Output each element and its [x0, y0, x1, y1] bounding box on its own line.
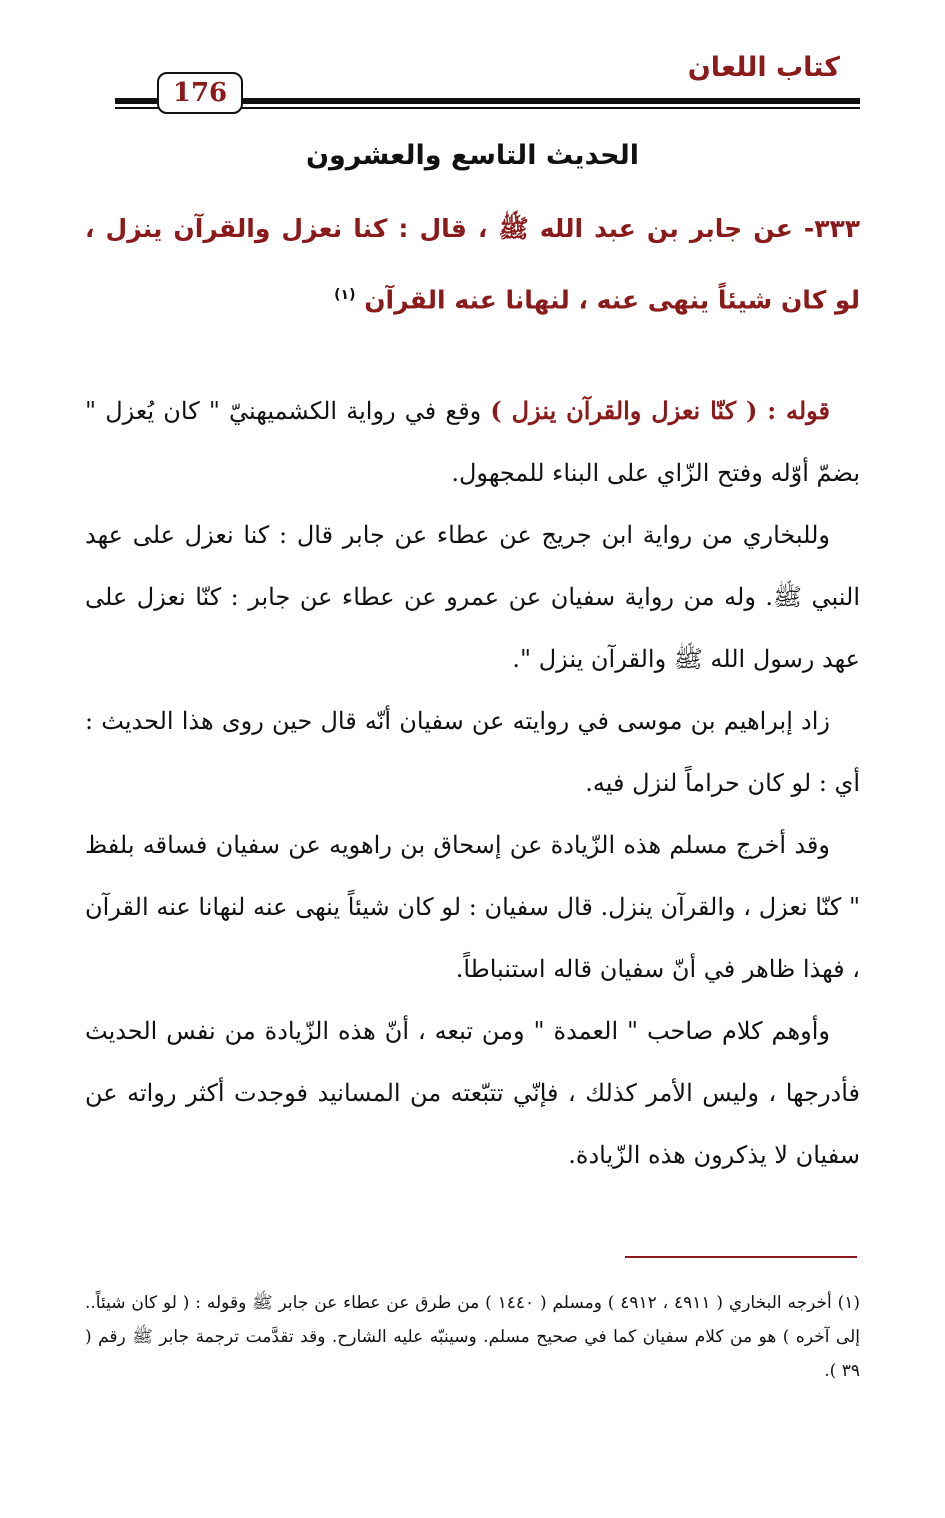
footnote-marker: (١)	[334, 287, 356, 303]
commentary	[85, 380, 860, 1186]
footnote: (١) أخرجه البخاري ( ٤٩١١ ، ٤٩١٢ ) ومسلم ( ١٤٤٠ ) من طرق عن عطاء عن جابر ﷺ وقوله : ( لو كان شيئاً.. إلى آخره ) هو من كلام سفيان كما في صحيح مسلم. وسينبّه عليه الشارح. وقد تقدَّمت ترجمة جابر ﷺ رقم ( ٣٩ ).	[85, 1293, 860, 1381]
hadith-heading: الحديث التاسع والعشرون	[305, 140, 640, 171]
paragraph-1	[85, 380, 860, 504]
page-number: 176	[157, 72, 243, 114]
paragraph-5: وأوهم كلام صاحب " العمدة " ومن تبعه ، أنّ هذه الزّيادة من نفس الحديث فأدرجها ، وليس الأمر كذلك ، فإنّي تتبّعته من المسانيد فوجدت أكثر رواته عن سفيان لا يذكرون هذه الزّيادة.	[85, 1017, 861, 1169]
paragraph-1-text: وقع في رواية الكشميهنيّ " كان يُعزل " بضمّ أوّله وفتح الزّاي على البناء للمجهول.	[85, 397, 860, 487]
quoted-phrase: قوله : ( كنّا نعزل والقرآن ينزل )	[490, 396, 831, 425]
chapter-title: كتاب اللعان	[687, 52, 840, 83]
hadith-body: ٣٣٣- عن جابر بن عبد الله ﷺ ، قال : كنا نعزل والقرآن ينزل ، لو كان شيئاً ينهى عنه ، لنهانا عنه القرآن	[85, 214, 860, 315]
paragraph-4: وقد أخرج مسلم هذه الزّيادة عن إسحاق بن راهويه عن سفيان فساقه بلفظ " كنّا نعزل ، والقرآن ينزل. قال سفيان : لو كان شيئاً ينهى عنه لنهانا عنه القرآن ، فهذا ظاهر في أنّ سفيان قاله استنباطاً.	[85, 831, 860, 983]
footnote-separator	[625, 1256, 857, 1258]
hadith-text	[85, 196, 860, 333]
paragraph-2: وللبخاري من رواية ابن جريج عن عطاء عن جابر قال : كنا نعزل على عهد النبي ﷺ. وله من رواية سفيان عن عمرو عن عطاء عن جابر : كنّا نعزل على عهد رسول الله ﷺ والقرآن ينزل ".	[85, 521, 860, 673]
paragraph-3: زاد إبراهيم بن موسى في روايته عن سفيان أنّه قال حين روى هذا الحديث : أي : لو كان حراماً لنزل فيه.	[85, 707, 860, 797]
